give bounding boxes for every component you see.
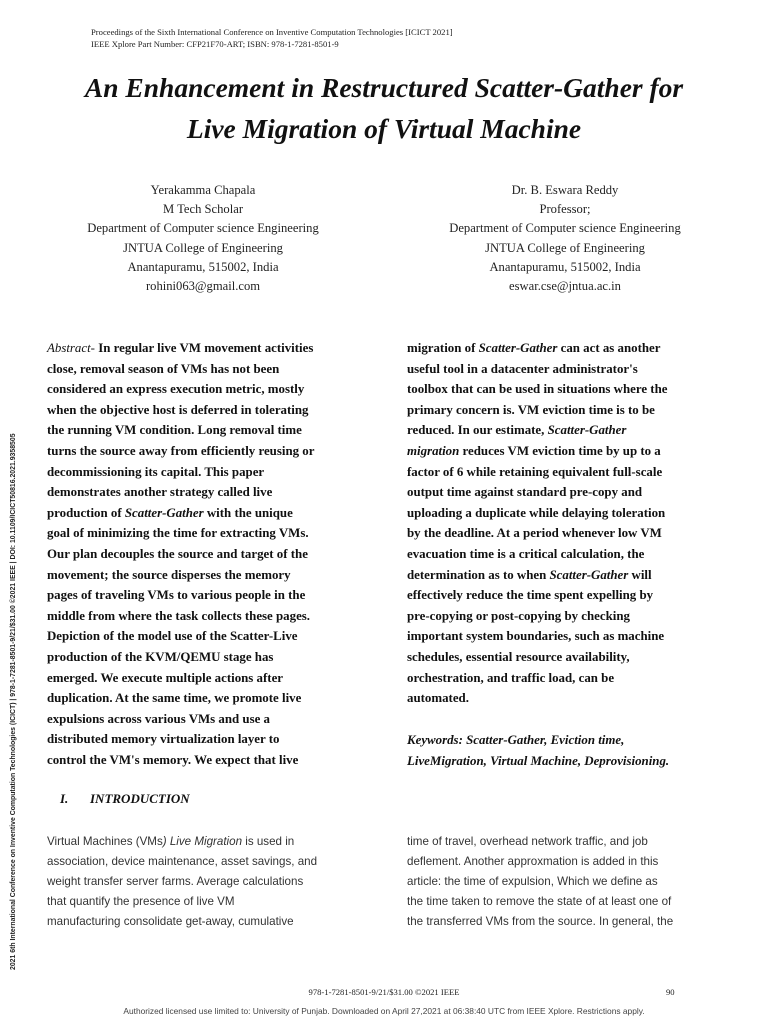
doi-sidebar-text: 2021 6th International Conference on Inventive Computation Technologies (ICICT) | 978-1-7281-8501-9/21/$31.00 ©2021 IEEE | DOI: 10.1109/ICICT50816.2021.9358505	[10, 433, 17, 970]
abstract-line: factor of 6 while retaining equivalent full-scale	[407, 464, 663, 479]
abstract-line: output time against standard pre-copy and	[407, 485, 643, 500]
keywords	[407, 730, 723, 771]
author-city: Anantapuramu, 515002, India	[489, 259, 641, 274]
abstract-right-column	[407, 338, 723, 709]
abstract-line: emerged. We execute multiple actions after	[47, 670, 284, 685]
intro-line: the time taken to remove the state of at least one of	[407, 895, 672, 908]
title-line-2: Live Migration of Virtual Machine	[186, 113, 582, 144]
abstract-line: middle from where the task collects these pages.	[47, 608, 311, 623]
abstract-line: turns the source away from efficiently reusing or	[47, 443, 315, 458]
abstract-line: distributed memory virtualization layer to	[47, 732, 280, 747]
abstract-lead: Abstract-	[47, 341, 95, 355]
migration-term: migration	[407, 443, 460, 458]
abstract-left-column	[47, 338, 362, 770]
intro-line: association, device maintenance, asset savings, and	[47, 855, 318, 868]
abstract-line: when the objective host is deferred in tolerating	[47, 402, 309, 417]
page-number: 90	[666, 987, 675, 997]
abstract-line: uploading a duplicate while delaying toleration	[407, 505, 666, 520]
abstract-line: primary concern is. VM eviction time is to be	[407, 402, 655, 417]
abstract-line: production of Scatter-Gather with the unique	[47, 505, 293, 520]
proceedings-header	[91, 26, 453, 50]
abstract-line: duplication. At the same time, we promote live	[47, 691, 302, 706]
abstract-line: orchestration, and traffic load, can be	[407, 670, 615, 685]
abstract-line: migration of Scatter-Gather can act as another	[407, 341, 661, 355]
author-email: eswar.cse@jntua.ac.in	[509, 279, 621, 294]
intro-line: article: the time of expulsion, Which we define as	[407, 875, 658, 888]
abstract-line: determination as to when Scatter-Gather will	[407, 567, 652, 582]
abstract-line: the running VM condition. Long removal time	[47, 423, 302, 438]
section-number: I.	[60, 791, 69, 806]
intro-line: weight transfer server farms. Average calculations	[47, 875, 304, 888]
abstract-line: goal of minimizing the time for extracting VMs.	[47, 526, 309, 541]
author-email: rohini063@gmail.com	[145, 279, 261, 294]
paper-title	[30, 67, 738, 149]
proceedings-line: Proceedings of the Sixth International Conference on Inventive Computation Technologies [ICICT 2021]	[91, 27, 453, 37]
abstract-line: movement; the source disperses the memory	[47, 567, 291, 582]
author-department: Department of Computer science Engineering	[449, 221, 681, 236]
title-line-1: An Enhancement in Restructured Scatter-Gather for	[84, 72, 684, 103]
abstract-line: effectively reduce the time spent expelling by	[407, 588, 654, 603]
footer-copyright: 978-1-7281-8501-9/21/$31.00 ©2021 IEEE	[308, 987, 460, 997]
abstract-line: demonstrates another strategy called live	[47, 485, 273, 500]
intro-line: the transferred VMs from the source. In general, the	[407, 915, 674, 928]
section-heading	[47, 790, 190, 808]
abstract-line: close, removal season of VMs has not been	[47, 361, 280, 376]
scatter-gather-term: Scatter-Gather	[124, 505, 204, 520]
intro-line: deflement. Another approxmation is added in this	[407, 855, 659, 868]
scatter-gather-term: Scatter-Gather	[549, 567, 629, 582]
abstract-line: schedules, essential resource availability,	[407, 649, 630, 664]
scatter-gather-term: Scatter-Gather	[478, 341, 558, 355]
abstract-line: toolbox that can be used in situations where the	[407, 382, 668, 397]
abstract-line: important system boundaries, such as machine	[407, 629, 665, 644]
isbn-line: IEEE Xplore Part Number: CFP21F70-ART; ISBN: 978-1-7281-8501-9	[91, 39, 339, 49]
keywords-line: Keywords: Scatter-Gather, Eviction time,	[407, 733, 625, 747]
author-block-1	[38, 181, 368, 296]
intro-line: time of travel, overhead network traffic, and job	[407, 835, 648, 848]
author-role: M Tech Scholar	[162, 202, 244, 217]
intro-line: that quantify the presence of live VM	[47, 895, 235, 908]
intro-left-column	[47, 832, 362, 932]
abstract-line: control the VM's memory. We expect that live	[47, 752, 299, 767]
abstract-line: automated.	[407, 691, 469, 706]
intro-right-column	[407, 832, 723, 932]
author-college: JNTUA College of Engineering	[485, 240, 645, 255]
abstract-line: production of the KVM/QEMU stage has	[47, 649, 274, 664]
abstract-line: considered an express execution metric, mostly	[47, 382, 305, 397]
abstract-line: Depiction of the model use of the Scatter-Live	[47, 629, 298, 644]
section-title: INTRODUCTION	[90, 791, 190, 806]
abstract-line: pages of traveling VMs to various people in the	[47, 588, 306, 603]
keywords-line: LiveMigration, Virtual Machine, Deprovisioning.	[407, 753, 670, 768]
author-name: Dr. B. Eswara Reddy	[511, 183, 619, 197]
abstract-line: reduced. In our estimate, Scatter-Gather	[407, 423, 627, 438]
abstract-line: In regular live VM movement activities	[94, 341, 314, 355]
author-city: Anantapuramu, 515002, India	[127, 259, 279, 274]
abstract-line: expulsions across various VMs and use a	[47, 711, 271, 726]
abstract-line: decommissioning its capital. This paper	[47, 464, 265, 479]
author-college: JNTUA College of Engineering	[123, 240, 283, 255]
doi-sidebar	[4, 234, 24, 970]
abstract-line: evacuation time is a critical calculation, the	[407, 546, 645, 561]
license-notice: Authorized licensed use limited to: University of Punjab. Downloaded on April 27,2021 at 06:38:40 UTC from IEEE Xplore. Restrictions apply.	[123, 1006, 645, 1016]
author-name: Yerakamma Chapala	[150, 183, 256, 197]
abstract-line: by the deadline. At a period whenever low VM	[407, 526, 662, 541]
abstract-line: pre-copying or post-copying by checking	[407, 608, 630, 623]
abstract-line: Our plan decouples the source and target of the	[47, 546, 308, 561]
intro-line: manufacturing consolidate get-away, cumulative	[47, 915, 294, 928]
abstract-line: useful tool in a datacenter administrator's	[407, 361, 638, 376]
intro-line: Virtual Machines (VMs) Live Migration is used in	[47, 835, 295, 848]
scatter-gather-term: Scatter-Gather	[547, 423, 627, 438]
abstract-line: migration reduces VM eviction time by up to a	[407, 443, 661, 458]
author-department: Department of Computer science Engineering	[87, 221, 319, 236]
author-role: Professor;	[539, 202, 591, 217]
author-block-2	[400, 181, 730, 296]
